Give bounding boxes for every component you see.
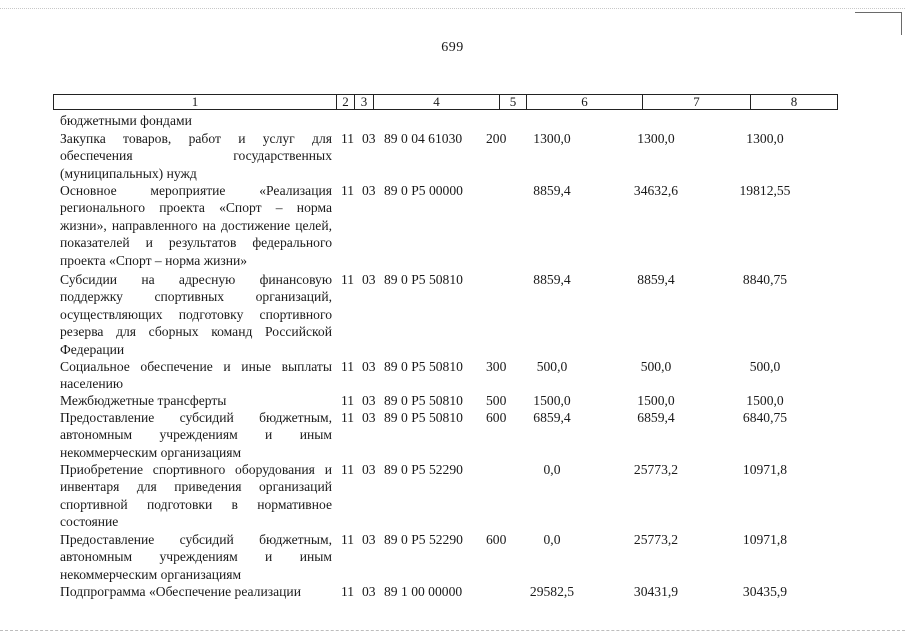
row-section: 11 xyxy=(341,393,355,408)
row-subsection: 03 xyxy=(362,532,376,547)
row-subsection: 03 xyxy=(362,183,376,198)
row-value-col8: 10971,8 xyxy=(742,462,788,477)
row-value-col8: 30435,9 xyxy=(742,584,788,599)
row-name: Приобретение спортивного оборудования и инвентаря для приведения организаций спортивной подготовки в нормативное состояние xyxy=(60,462,332,530)
row-target-code: 89 0 P5 50810 xyxy=(384,359,463,374)
row-value-col6: 0,0 xyxy=(543,462,561,477)
row-section: 11 xyxy=(341,410,355,425)
row-value-col7: 1300,0 xyxy=(637,131,675,146)
scan-edge-top xyxy=(0,0,905,9)
row-value-col6: 6859,4 xyxy=(533,410,571,425)
row-target-code: 89 0 P5 50810 xyxy=(384,410,463,425)
row-target-code: 89 1 00 00000 xyxy=(384,584,463,599)
row-value-col6: 29582,5 xyxy=(529,584,575,599)
row-target-code: 89 0 P5 00000 xyxy=(384,183,463,198)
row-name: бюджетными фондами xyxy=(60,113,192,128)
row-value-col6: 8859,4 xyxy=(533,183,571,198)
row-value-col8: 8840,75 xyxy=(742,272,788,287)
row-subsection: 03 xyxy=(362,410,376,425)
row-name: Социальное обеспечение и иные выплаты населению xyxy=(60,359,332,392)
row-value-col7: 8859,4 xyxy=(637,272,675,287)
table-header xyxy=(53,94,838,110)
header-col-4: 4 xyxy=(374,95,500,109)
row-value-col7: 1500,0 xyxy=(637,393,675,408)
row-expense-type: 300 xyxy=(486,359,507,374)
row-value-col8: 1500,0 xyxy=(746,393,784,408)
row-name: Субсидии на адресную финансовую поддержку спортивных организаций, осуществляющих подготовку спортивного резерва для сборных команд Российской Федерации xyxy=(60,272,332,357)
row-subsection: 03 xyxy=(362,272,376,287)
row-target-code: 89 0 P5 52290 xyxy=(384,532,463,547)
row-value-col8: 1300,0 xyxy=(746,131,784,146)
row-section: 11 xyxy=(341,131,355,146)
row-value-col6: 500,0 xyxy=(536,359,568,374)
row-subsection: 03 xyxy=(362,393,376,408)
header-col-8: 8 xyxy=(790,94,798,109)
row-name: Закупка товаров, работ и услуг для обеспечения государственных (муниципальных) нужд xyxy=(60,131,332,181)
row-section: 11 xyxy=(341,272,355,287)
row-subsection: 03 xyxy=(362,131,376,146)
row-value-col7: 6859,4 xyxy=(637,410,675,425)
row-subsection: 03 xyxy=(362,584,376,599)
row-expense-type: 600 xyxy=(486,410,507,425)
row-section: 11 xyxy=(341,462,355,477)
row-value-col7: 30431,9 xyxy=(633,584,679,599)
row-name: Межбюджетные трансферты xyxy=(60,393,227,408)
page-number: 699 xyxy=(441,40,464,55)
row-expense-type: 600 xyxy=(486,532,507,547)
row-subsection: 03 xyxy=(362,462,376,477)
row-section: 11 xyxy=(341,584,355,599)
row-name: Основное мероприятие «Реализация регионального проекта «Спорт – норма жизни», направленного на достижение целей, показателей и результатов федерального проекта «Спорт – норма жизни» xyxy=(60,183,332,268)
row-expense-type: 200 xyxy=(486,131,507,146)
row-value-col6: 8859,4 xyxy=(533,272,571,287)
row-target-code: 89 0 P5 52290 xyxy=(384,462,463,477)
row-value-col8: 6840,75 xyxy=(742,410,788,425)
row-value-col7: 25773,2 xyxy=(633,462,679,477)
row-subsection: 03 xyxy=(362,359,376,374)
row-target-code: 89 0 P5 50810 xyxy=(384,393,463,408)
row-expense-type: 500 xyxy=(486,393,507,408)
row-name: Предоставление субсидий бюджетным, автономным учреждениям и иным некоммерческим организациям xyxy=(60,532,332,582)
header-col-6: 6 xyxy=(527,95,643,109)
row-target-code: 89 0 04 61030 xyxy=(384,131,463,146)
row-value-col7: 34632,6 xyxy=(633,183,679,198)
row-value-col6: 1500,0 xyxy=(533,393,571,408)
header-col-1: 1 xyxy=(54,95,337,109)
row-section: 11 xyxy=(341,359,355,374)
row-value-col8: 19812,55 xyxy=(739,183,791,198)
header-col-3: 3 xyxy=(355,95,374,109)
row-section: 11 xyxy=(341,532,355,547)
row-value-col8: 10971,8 xyxy=(742,532,788,547)
row-section: 11 xyxy=(341,183,355,198)
row-value-col6: 0,0 xyxy=(543,532,561,547)
header-col-2: 2 xyxy=(337,95,355,109)
row-name: Предоставление субсидий бюджетным, автономным учреждениям и иным некоммерческим организациям xyxy=(60,410,332,460)
row-name: Подпрограмма «Обеспечение реализации xyxy=(60,584,301,599)
row-value-col6: 1300,0 xyxy=(533,131,571,146)
scan-edge-bottom xyxy=(0,630,905,632)
row-target-code: 89 0 P5 50810 xyxy=(384,272,463,287)
row-value-col7: 500,0 xyxy=(640,359,672,374)
header-col-5: 5 xyxy=(500,95,527,109)
header-col-7: 7 xyxy=(643,95,751,109)
row-value-col8: 500,0 xyxy=(749,359,781,374)
scan-corner-mark xyxy=(855,12,902,35)
row-value-col7: 25773,2 xyxy=(633,532,679,547)
